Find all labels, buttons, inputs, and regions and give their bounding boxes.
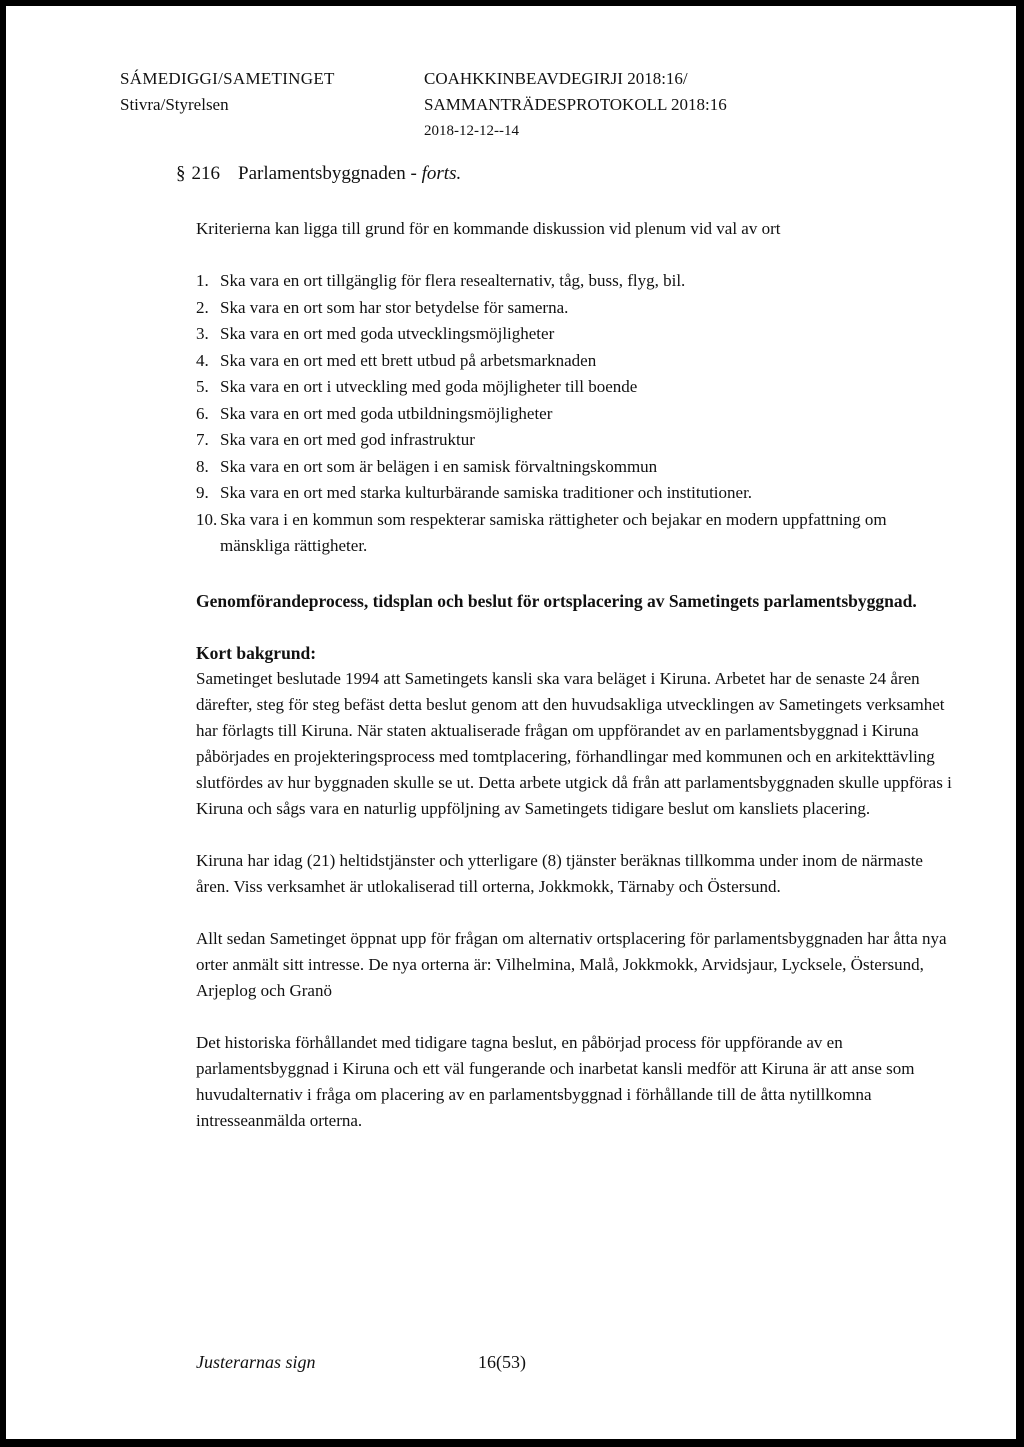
criteria-number: 1.: [196, 271, 209, 290]
criteria-item: [196, 374, 956, 401]
criteria-number: 8.: [196, 456, 209, 476]
meeting-date: 2018-12-12--14: [424, 123, 519, 139]
criteria-item: [196, 268, 956, 295]
section-continued: forts.: [421, 163, 462, 184]
candidate-towns-paragraph: Allt sedan Sametinget öppnat upp för frågan om alternativ ortsplacering för parlamentsbyggnaden har åtta nya orter anmält sitt intresse. De nya orterna är: Vilhelmina, Malå, Jokkmokk, Arvidsjaur, Lycksele, Östersund, Arjeplog och Granö: [196, 928, 947, 1000]
criteria-text: Ska vara en ort i utveckling med goda möjligheter till boende: [220, 377, 638, 396]
criteria-number: 10.: [196, 509, 218, 529]
criteria-item: [196, 480, 956, 507]
criteria-text: Ska vara en ort med god infrastruktur: [220, 430, 475, 449]
header-right: [424, 66, 727, 144]
protocol-title-swedish: SAMMANTRÄDESPROTOKOLL 2018:16: [424, 95, 727, 114]
criteria-text: Ska vara en ort som är belägen i en samisk förvaltningskommun: [220, 456, 658, 476]
criteria-text: Ska vara en ort med starka kulturbärande samiska traditioner och institutioner.: [220, 483, 753, 502]
paragraph-sign: §: [176, 163, 186, 184]
criteria-number: 4.: [196, 350, 209, 370]
criteria-item: [196, 401, 956, 428]
background-heading: Kort bakgrund:: [196, 642, 317, 663]
criteria-item: [196, 454, 956, 481]
criteria-number: 5.: [196, 377, 209, 396]
document-body: [196, 216, 956, 1160]
criteria-intro: Kriterierna kan ligga till grund för en kommande diskussion vid plenum vid val av ort: [196, 219, 781, 238]
criteria-text: Ska vara en ort med ett brett utbud på arbetsmarknaden: [220, 350, 597, 370]
criteria-text: Ska vara en ort med goda utbildningsmöjligheter: [220, 403, 553, 423]
process-heading: Genomförandeprocess, tidsplan och beslut för ortsplacering av Sametingets parlamentsbyggnad.: [196, 590, 917, 611]
criteria-item: [196, 348, 956, 375]
background-paragraph: Sametinget beslutade 1994 att Sametingets kansli ska vara beläget i Kiruna. Arbetet har de senaste 24 åren därefter, steg för steg befäst detta beslut genom att den huvudsakliga utvecklingen av Sametingets verksamhet har förlagts till Kiruna. När staten aktualiserade frågan om uppförandet av en parlamentsbyggnad i Kiruna påbörjades en projekteringsprocess med tomtplacering, förhandlingar med kommunen och en arkitekttävling slutfördes av hur byggnaden skulle se ut. Detta arbete utgick då från att parlamentsbyggnaden skulle uppföras i Kiruna och sågs vara en naturlig uppföljning av Sametingets tidigare beslut om kansliets placering.: [196, 668, 952, 818]
criteria-item: [196, 427, 956, 454]
criteria-number: 2.: [196, 297, 209, 317]
org-name: SÁMEDIGGI/SAMETINGET: [120, 69, 335, 88]
criteria-list: [196, 268, 956, 560]
page-number: 16(53): [478, 1352, 526, 1372]
board-name: Stivra/Styrelsen: [120, 95, 229, 114]
criteria-number: 3.: [196, 324, 209, 343]
criteria-number: 9.: [196, 483, 209, 502]
criteria-text: Ska vara i en kommun som respekterar samiska rättigheter och bejakar en modern uppfattning om mänskliga rättigheter.: [220, 509, 887, 555]
criteria-number: 7.: [196, 430, 209, 449]
criteria-text: Ska vara en ort tillgänglig för flera resealternativ, tåg, buss, flyg, bil.: [220, 271, 686, 290]
protocol-title-sami: COAHKKINBEAVDEGIRJI 2018:16/: [424, 69, 688, 88]
criteria-text: Ska vara en ort som har stor betydelse för samerna.: [220, 297, 569, 317]
criteria-item: [196, 507, 956, 560]
section-heading: [176, 163, 461, 185]
conclusion-paragraph: Det historiska förhållandet med tidigare tagna beslut, en påbörjad process för uppförande av en parlamentsbyggnad i Kiruna och ett väl fungerande och inarbetat kansli medför att Kiruna är att anse som huvudalternativ i fråga om placering av en parlamentsbyggnad i förhållande till de åtta nytillkomna intresseanmälda orterna.: [196, 1032, 915, 1130]
section-title: Parlamentsbyggnaden -: [238, 163, 417, 184]
signature-label: Justerarnas sign: [196, 1352, 316, 1372]
section-number: 216: [191, 163, 220, 184]
criteria-item: [196, 295, 956, 322]
criteria-text: Ska vara en ort med goda utvecklingsmöjligheter: [220, 324, 555, 343]
criteria-item: [196, 321, 956, 348]
header-left: [120, 66, 335, 118]
staffing-paragraph: Kiruna har idag (21) heltidstjänster och ytterligare (8) tjänster beräknas tillkomma under inom de närmaste åren. Viss verksamhet är utlokaliserad till orterna, Jokkmokk, Tärnaby och Östersund.: [196, 850, 923, 896]
criteria-number: 6.: [196, 403, 209, 423]
